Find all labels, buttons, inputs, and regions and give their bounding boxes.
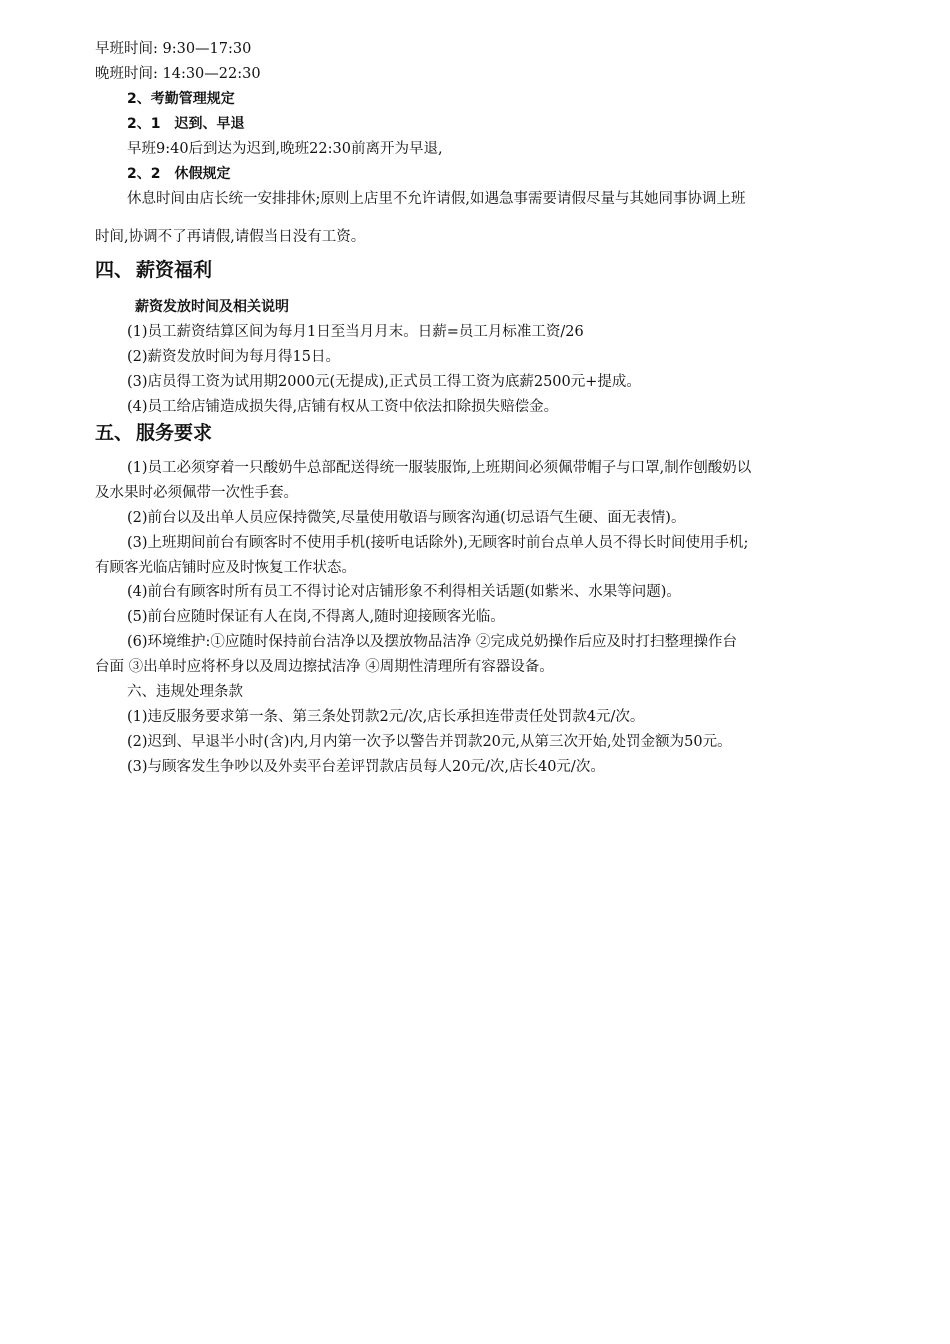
service-line-8: (6)环境维护:①应随时保持前台洁净以及摆放物品洁净 ②完成兑奶操作后应及时打扫整理操作台	[127, 634, 738, 650]
leave-heading: 2、2 休假规定	[127, 166, 231, 182]
salary-subtitle: 薪资发放时间及相关说明	[135, 299, 289, 315]
service-line-6: (4)前台有顾客时所有员工不得讨论对店铺形象不利得相关话题(如紫米、水果等问题)。	[127, 584, 681, 600]
salary-section-number: 四、	[95, 259, 134, 281]
salary-section-title: 薪资福利	[136, 259, 213, 281]
salary-item-2: (2)薪资发放时间为每月得15日。	[127, 349, 340, 365]
service-line-4: (3)上班期间前台有顾客时不使用手机(接听电话除外),无顾客时前台点单人员不得长时间使用手机;	[127, 535, 749, 551]
service-section-title: 服务要求	[136, 422, 213, 444]
salary-item-1: (1)员工薪资结算区间为每月1日至当月月末。日薪=员工月标准工资/26	[127, 324, 584, 340]
service-line-9: 台面 ③出单时应将杯身以及周边擦拭洁净 ④周期性清理所有容器设备。	[95, 659, 554, 675]
salary-item-3: (3)店员得工资为试用期2000元(无提成),正式员工得工资为底薪2500元+提成。	[127, 374, 641, 390]
service-line-1: (1)员工必须穿着一只酸奶牛总部配送得统一服装服饰,上班期间必须佩带帽子与口罩,制作刨酸奶以	[127, 460, 752, 476]
leave-text-line1: 休息时间由店长统一安排排休;原则上店里不允许请假,如遇急事需要请假尽量与其她同事协调上班	[127, 191, 746, 207]
late-early-text: 早班9:40后到达为迟到,晚班22:30前离开为早退,	[127, 141, 443, 157]
service-line-5: 有顾客光临店铺时应及时恢复工作状态。	[95, 560, 356, 576]
attendance-heading: 2、考勤管理规定	[127, 91, 235, 107]
morning-shift-time: 早班时间: 9:30—17:30	[95, 41, 252, 57]
salary-section-heading	[95, 257, 855, 283]
service-line-3: (2)前台以及出单人员应保持微笑,尽量使用敬语与顾客沟通(切忌语气生硬、面无表情)。	[127, 510, 686, 526]
service-section-number: 五、	[95, 422, 134, 444]
evening-shift-time: 晚班时间: 14:30—22:30	[95, 66, 261, 82]
leave-text-line2: 时间,协调不了再请假,请假当日没有工资。	[95, 229, 366, 245]
service-line-2: 及水果时必须佩带一次性手套。	[95, 485, 298, 501]
salary-item-4: (4)员工给店铺造成损失得,店铺有权从工资中依法扣除损失赔偿金。	[127, 399, 559, 415]
violation-item-1: (1)违反服务要求第一条、第三条处罚款2元/次,店长承担连带责任处罚款4元/次。	[127, 709, 645, 725]
violation-item-3: (3)与顾客发生争吵以及外卖平台差评罚款店员每人20元/次,店长40元/次。	[127, 759, 605, 775]
late-early-heading: 2、1 迟到、早退	[127, 116, 245, 132]
service-section-heading	[95, 420, 855, 446]
violation-item-2: (2)迟到、早退半小时(含)内,月内第一次予以警告并罚款20元,从第三次开始,处罚金额为50元。	[127, 734, 732, 750]
violations-heading: 六、违规处理条款	[127, 684, 243, 700]
service-line-7: (5)前台应随时保证有人在岗,不得离人,随时迎接顾客光临。	[127, 609, 505, 625]
